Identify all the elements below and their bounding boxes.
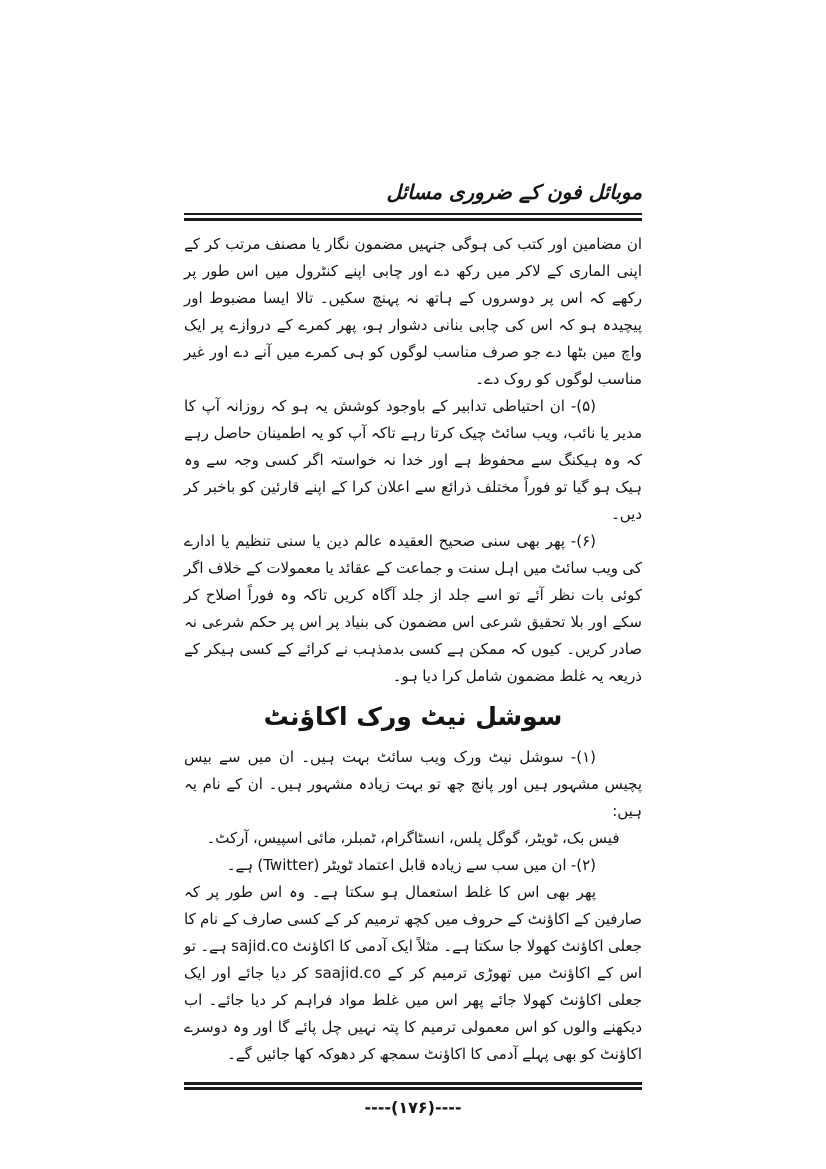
section-heading-social-network-account: سوشل نیٹ ورک اکاؤنٹ [263,702,563,731]
text-column [184,0,642,1117]
body-paragraph-point-5: (۵)- ان احتیاطی تدابیر کے باوجود کوشش یہ ہو کہ روزانہ آپ کا مدیر یا نائب، ویب سائٹ چیک کرتا رہے تاکہ آپ کو یہ اطمینان حاصل رہے کہ وہ ہیکنگ سے محفوظ ہے اور خدا نہ خواستہ اگر کسی وجہ سے وہ ہیک ہو گیا تو فوراً مختلف ذرائع سے اعلان کرا کے اپنے قارئین کو باخبر کر دیں۔ [184,397,642,523]
header-divider-rule [184,213,642,221]
footer-divider-rule [184,1082,642,1090]
body-paragraph-point-6: (۶)- پھر بھی سنی صحیح العقیدہ عالم دین یا سنی تنظیم یا ادارے کی ویب سائٹ میں اہل سنت و جماعت کے عقائد یا معمولات کے خلاف اگر کوئی بات نظر آئے تو اسے جلد از جلد آگاہ کریں تاکہ وہ فوراً اصلاح کر سکے اور بلا تحقیق شرعی اس مضمون کی بنیاد پر اس پر حکم شرعی نہ صادر کریں۔ کیوں کہ ممکن ہے کسی بدمذہب نے کرائے کے کسی ہیکر کے ذریعہ یہ غلط مضمون شامل کرا دیا ہو۔ [184,532,642,685]
page-number: ----(۱۷۶)---- [364,1097,462,1117]
section-paragraph-site-names: فیس بک، ٹویٹر، گوگل پلس، انسٹاگرام، ٹمبلر، مائی اسپیس، آرکٹ۔ [206,828,620,847]
body-paragraph-continuation: ان مضامین اور کتب کی ہوگی جنہیں مضمون نگار یا مصنف مرتب کر کے اپنی الماری کے لاکر میں رکھ دے اور چابی اپنے کنٹرول میں اس طور پر رکھے کہ اس پر دوسروں کے ہاتھ نہ پہنچ سکیں۔ تالا ایسا مضبوط اور پیچیدہ ہو کہ اس کی چابی بنانی دشوار ہو، پھر کمرے کے دروازے پر ایک واچ مین بٹھا دے جو صرف مناسب لوگوں کو ہی کمرے میں آنے دے اور غیر مناسب لوگوں کو روک دے۔ [184,235,642,388]
section-paragraph-point-2: (۲)- ان میں سب سے زیادہ قابل اعتماد ٹویٹر (Twitter) ہے۔ [226,855,596,874]
page-header-title: موبائل فون کے ضروری مسائل [386,180,642,204]
section-paragraph-twitter-misuse: پھر بھی اس کا غلط استعمال ہو سکتا ہے۔ وہ اس طور پر کہ صارفین کے اکاؤنٹ کے حروف میں کچھ ترمیم کر کے کسی صارف کے نام کا جعلی اکاؤنٹ کھولا جا سکتا ہے۔ مثلاً ایک آدمی کا اکاؤنٹ sajid.co ہے۔ تو اس کے اکاؤنٹ میں تھوڑی ترمیم کر کے saajid.co کر دیا جائے اور ایک جعلی اکاؤنٹ کھولا جائے پھر اس میں غلط مواد فراہم کر دیا جائے۔ اب دیکھنے والوں کو اس معمولی ترمیم کا پتہ نہیں چل پائے گا اور وہ دوسرے اکاؤنٹ کو بھی پہلے آدمی کا اکاؤنٹ سمجھ کر دھوکہ کھا جائیں گے۔ [184,882,642,1063]
section-paragraph-point-1: (۱)- سوشل نیٹ ورک ویب سائٹ بہت ہیں۔ ان میں سے بیس پچیس مشہور ہیں اور پانچ چھ تو بہت زیادہ مشہور ہیں۔ ان کے نام یہ ہیں: [184,747,642,820]
